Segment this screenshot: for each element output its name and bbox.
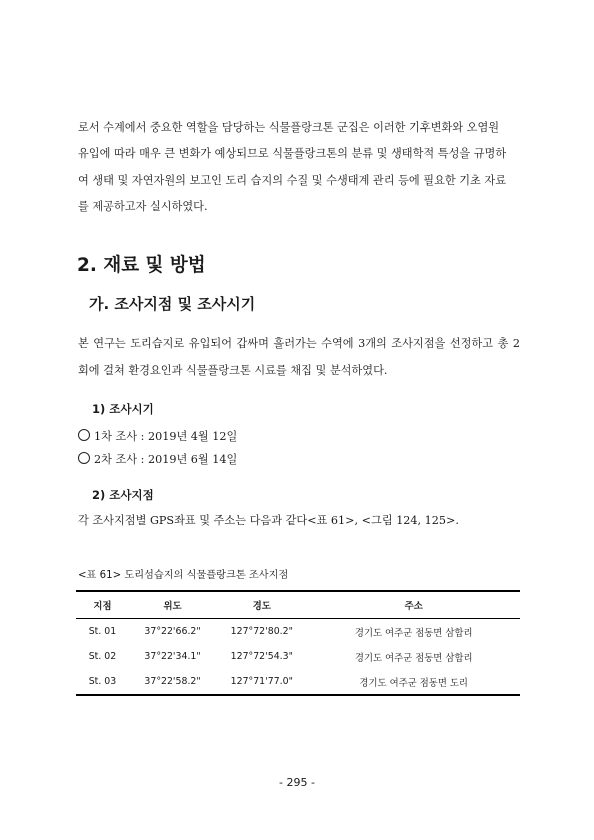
list-item [78, 448, 237, 471]
column-header: 위도 [129, 591, 216, 619]
table-cell: 경기도 여주군 점동면 삼합리 [354, 652, 473, 664]
table-header-row [76, 591, 520, 619]
survey-period-heading: 1) 조사시기 [92, 402, 154, 416]
intro-line: 를 제공하고자 실시하였다. [78, 199, 208, 213]
survey-sites-heading: 2) 조사지점 [92, 488, 154, 502]
subsection-title: 가. 조사지점 및 조사시기 [89, 295, 256, 313]
section-title: 2. 재료 및 방법 [77, 255, 206, 276]
table-cell: St. 02 [88, 651, 117, 662]
table-cell: St. 03 [76, 669, 129, 695]
table-row [76, 619, 520, 645]
intro-line: 여 생태 및 자연자원의 보고인 도리 습지의 수질 및 수생태계 관리 등에 필요한 기초 자료 [78, 173, 507, 187]
survey-date: 1차 조사 : 2019년 4월 12일 [94, 430, 238, 443]
survey-date: 2차 조사 : 2019년 6월 14일 [94, 453, 238, 466]
intro-line: 로서 수계에서 중요한 역할을 담당하는 식물플랑크톤 군집은 이러한 기후변화와 오염원 [78, 121, 500, 134]
method-paragraph: 본 연구는 도리습지로 유입되어 갑싸며 흘러가는 수역에 3개의 조사지점을 선정하고 총 2회에 걸쳐 환경요인과 식물플랑크톤 시료를 채집 및 분석하였다. [78, 337, 520, 377]
circle-bullet-icon [78, 452, 90, 464]
table-cell: 127°72'80.2" [230, 626, 293, 637]
table-cell: 127°72'54.3" [230, 651, 293, 662]
column-header: 지점 [76, 591, 129, 619]
table-row [76, 669, 520, 695]
table-cell: 127°71'77.0" [216, 669, 307, 695]
survey-period-list [78, 425, 237, 471]
table-cell: 37°22'66.2" [144, 626, 201, 637]
survey-sites-table [76, 590, 520, 696]
page-number: - 295 - [279, 776, 315, 789]
table-cell: 37°22'58.2" [129, 669, 216, 695]
table-caption: <표 61> 도리섬습지의 식물플랑크톤 조사지점 [78, 570, 289, 581]
intro-paragraph [78, 115, 520, 220]
table-cell: 경기도 여주군 점동면 도리 [307, 669, 520, 695]
table-cell: 경기도 여주군 점동면 삼합리 [354, 627, 473, 639]
column-header: 주소 [307, 591, 520, 619]
column-header: 경도 [216, 591, 307, 619]
table-row [76, 644, 520, 669]
table-cell: St. 01 [88, 626, 117, 637]
list-item [78, 425, 237, 448]
table-cell: 37°22'34.1" [144, 651, 201, 662]
circle-bullet-icon [78, 429, 90, 441]
survey-sites-text: 각 조사지점별 GPS좌표 및 주소는 다음과 같다<표 61>, <그림 124, 125>. [78, 514, 459, 527]
intro-line: 유입에 따라 매우 큰 변화가 예상되므로 식물플랑크톤의 분류 및 생태학적 특성을 규명하 [78, 147, 507, 161]
